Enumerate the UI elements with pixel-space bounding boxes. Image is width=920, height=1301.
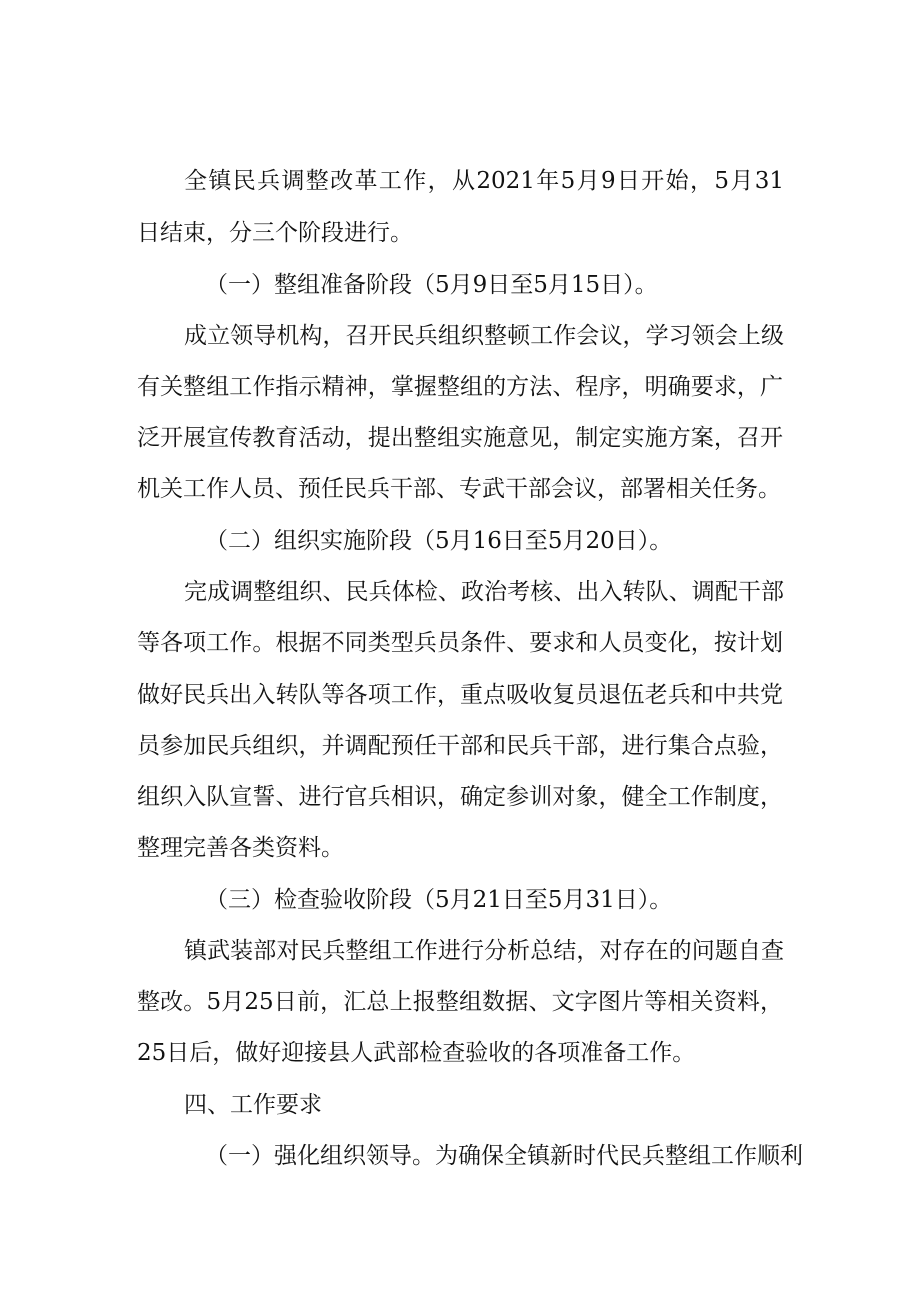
paragraph-stage-3-line-3: 25日后，做好迎接县人武部检查验收的各项准备工作。 (137, 1040, 696, 1066)
paragraph-stage-2-line-5: 组织入队宣誓、进行官兵相识，确定参训对象，健全工作制度， (137, 784, 783, 810)
paragraph-stage-1-line-2: 有关整组工作指示精神，掌握整组的方法、程序，明确要求，广 (137, 374, 783, 400)
paragraph-stage-2-line-3: 做好民兵出入转队等各项工作，重点吸收复员退伍老兵和中共党 (137, 682, 783, 708)
paragraph-stage-2-line-1: 完成调整组织、民兵体检、政治考核、出入转队、调配干部 (184, 579, 784, 605)
paragraph-stage-1-line-3: 泛开展宣传教育活动，提出整组实施意见，制定实施方案，召开 (137, 425, 783, 451)
paragraph-requirement-1-line-1: （一）强化组织领导。为确保全镇新时代民兵整组工作顺利 (205, 1143, 803, 1169)
heading-stage-2: （二）组织实施阶段（5月16日至5月20日）。 (205, 528, 673, 554)
paragraph-stage-1-line-4: 机关工作人员、预任民兵干部、专武干部会议，部署相关任务。 (137, 476, 781, 502)
section-heading-work-requirements: 四、工作要求 (184, 1092, 322, 1118)
paragraph-intro-line-1: 全镇民兵调整改革工作，从2021年5月9日开始，5月31 (184, 168, 784, 194)
paragraph-stage-2-line-2: 等各项工作。根据不同类型兵员条件、要求和人员变化，按计划 (137, 630, 783, 656)
heading-stage-3: （三）检查验收阶段（5月21日至5月31日）。 (205, 887, 673, 913)
paragraph-stage-3-line-1: 镇武装部对民兵整组工作进行分析总结，对存在的问题自查 (184, 938, 784, 964)
paragraph-intro-line-2: 日结束，分三个阶段进行。 (137, 220, 413, 246)
paragraph-stage-2-line-4: 员参加民兵组织，并调配预任干部和民兵干部，进行集合点验， (137, 733, 783, 759)
heading-stage-1: （一）整组准备阶段（5月9日至5月15日）。 (205, 272, 658, 298)
paragraph-stage-2-line-6: 整理完善各类资料。 (137, 835, 344, 861)
paragraph-stage-1-line-1: 成立领导机构，召开民兵组织整顿工作会议，学习领会上级 (184, 323, 784, 349)
paragraph-stage-3-line-2: 整改。5月25日前，汇总上报整组数据、文字图片等相关资料， (137, 989, 783, 1015)
